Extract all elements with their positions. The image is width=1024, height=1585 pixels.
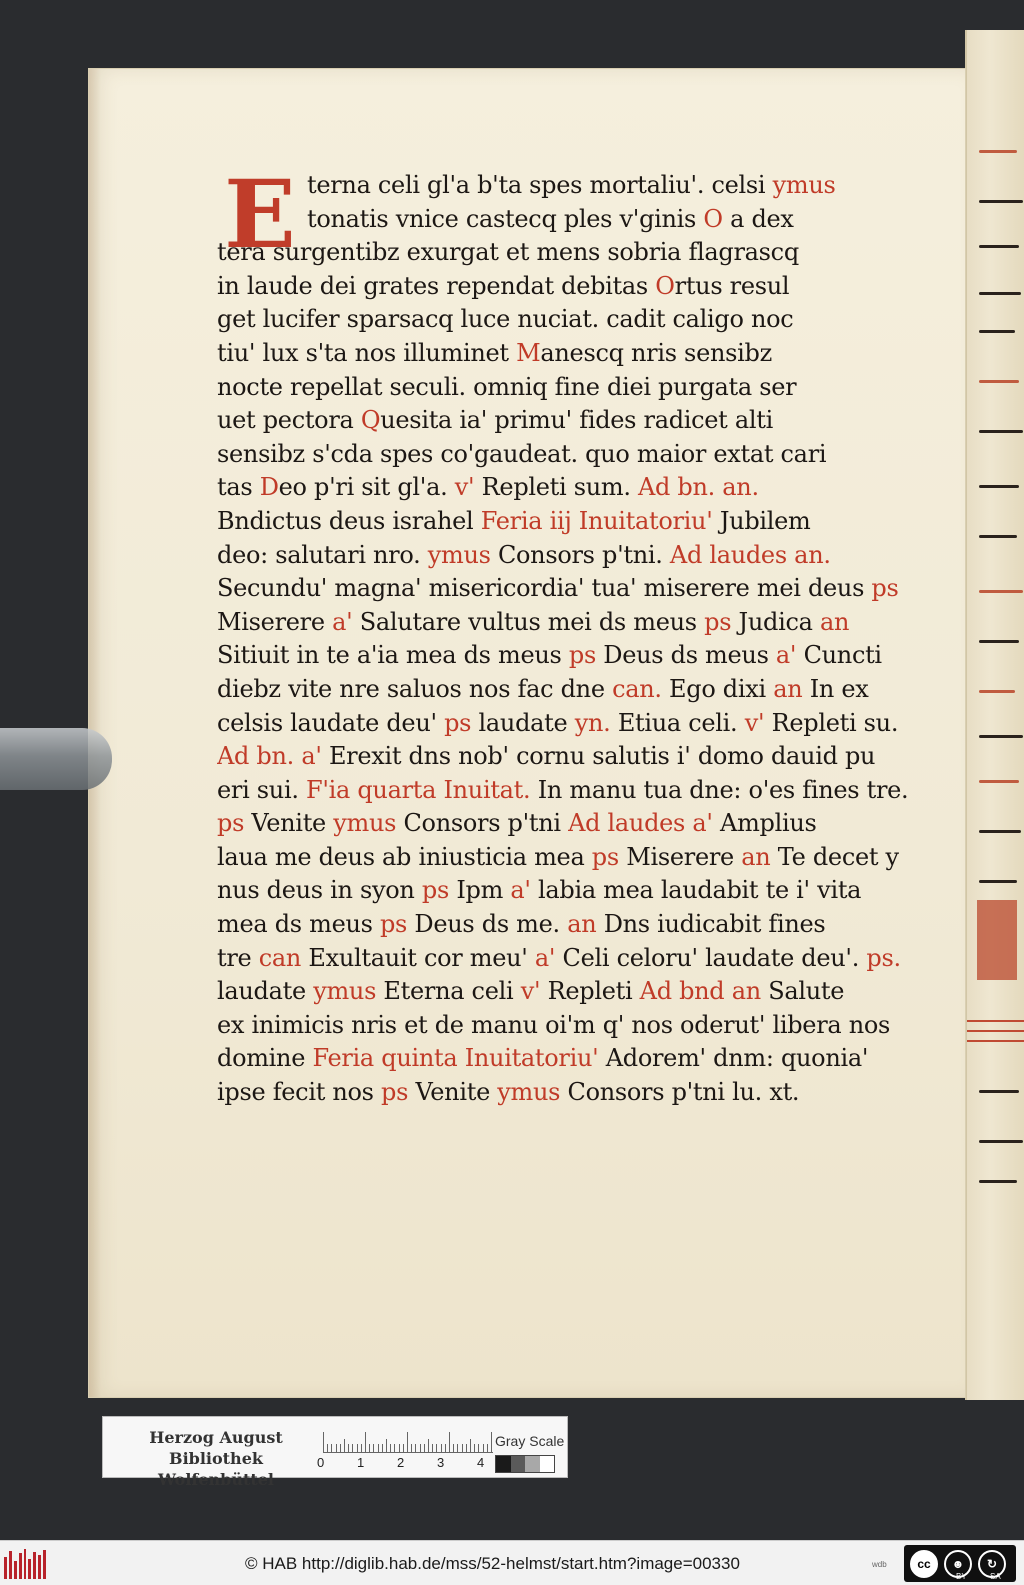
rubric-text: can <box>258 943 302 972</box>
ink-text: Erexit dns nob' cornu salutis i' domo dauid pu <box>321 742 876 771</box>
ruler-numbers <box>317 1455 497 1473</box>
ink-text: Judica <box>731 607 820 636</box>
ruler-tick <box>382 1444 383 1452</box>
ruler-tick <box>478 1444 479 1452</box>
manuscript-line <box>217 371 917 405</box>
ruler-tick <box>327 1444 328 1452</box>
ruler-tick <box>424 1444 425 1452</box>
ink-text: tas <box>217 473 260 502</box>
rubric-text: ps <box>704 607 732 636</box>
ruler-tick <box>373 1444 374 1452</box>
rubric-text: ymus <box>427 540 491 569</box>
manuscript-line <box>217 572 917 606</box>
hab-logo-icon <box>4 1549 46 1579</box>
ink-text: Etiua celi. <box>610 708 745 737</box>
rubric-text: an <box>773 674 803 703</box>
copyright-url[interactable]: © HAB http://diglib.hab.de/mss/52-helmst/start.htm?image=00330 <box>245 1554 740 1573</box>
rubric-text: an <box>567 910 597 939</box>
footer-bar <box>0 1540 1024 1585</box>
rubric-text: D <box>259 473 279 502</box>
rubric-text: Q <box>360 406 381 435</box>
rubric-text: yn. <box>574 708 611 737</box>
ruler-tick <box>445 1444 446 1452</box>
ruler-number: 3 <box>437 1455 445 1470</box>
ruler-tick <box>474 1444 475 1452</box>
ink-text: ex inimicis nris et de manu oi'm q' nos oderut' libera nos <box>217 1010 891 1039</box>
ruler-tick <box>470 1439 471 1452</box>
rubric-text: v' <box>520 977 541 1006</box>
rubric-text: ps. <box>866 943 901 972</box>
ruler-tick <box>390 1444 391 1452</box>
ink-text: Deus ds meus <box>595 641 776 670</box>
ruler-tick <box>348 1444 349 1452</box>
ink-text: Te decet y <box>770 842 899 871</box>
ruler-tick <box>344 1439 345 1452</box>
gray-scale-swatches <box>495 1455 555 1473</box>
rubric-text: v' <box>454 473 475 502</box>
ruler-tick <box>361 1444 362 1452</box>
manuscript-line <box>217 236 917 270</box>
ruler-tick <box>386 1439 387 1452</box>
rubric-text: Ad laudes an. <box>669 540 831 569</box>
ruler-tick <box>441 1444 442 1452</box>
rubric-text: v' <box>744 708 765 737</box>
ruler-tick <box>428 1439 429 1452</box>
ink-text: Adorem' dnm: quonia' <box>598 1044 869 1073</box>
manuscript-line <box>217 1042 917 1076</box>
ink-text: a dex <box>722 204 794 233</box>
library-name-line2: Wolfenbüttel <box>158 1470 274 1489</box>
ruler-tick <box>365 1432 366 1452</box>
manuscript-line <box>217 606 917 640</box>
ruler-tick <box>369 1444 370 1452</box>
manuscript-line <box>217 1076 917 1110</box>
ink-text: laudate <box>471 708 575 737</box>
ink-text: diebz vite nre saluos nos fac dne <box>217 674 613 703</box>
ruler-number: 2 <box>397 1455 405 1470</box>
ink-text: Venite <box>244 809 334 838</box>
ink-text: Cuncti <box>796 641 882 670</box>
ink-text: Jubilem <box>712 506 811 535</box>
ruler-tick <box>378 1444 379 1452</box>
ink-text: laudate <box>217 977 314 1006</box>
ink-text: tonatis vnice castecq ples v'ginis <box>307 204 704 233</box>
rubric-text: a' <box>775 641 797 670</box>
ruler-tick <box>491 1432 492 1452</box>
ruler-number: 4 <box>477 1455 485 1470</box>
rubric-text: a' <box>301 742 322 771</box>
manuscript-line <box>217 975 917 1009</box>
ink-text: Celi celoru' laudate deu'. <box>555 943 867 972</box>
rubric-text: Ad bn. an. <box>638 473 759 502</box>
ruler-tick <box>453 1444 454 1452</box>
ink-text: ipse fecit nos <box>217 1078 382 1107</box>
ruler-tick <box>462 1444 463 1452</box>
ink-text: Sitiuit in te a'ia mea ds meus <box>217 641 569 670</box>
rubric-text: ps <box>871 574 899 603</box>
manuscript-page <box>88 68 966 1398</box>
manuscript-line <box>217 707 917 741</box>
gray-swatch <box>511 1456 526 1472</box>
ink-text: Ipm <box>449 876 511 905</box>
ink-text: Deus ds me. <box>407 910 568 939</box>
ink-text: Repleti <box>540 977 640 1006</box>
rubric-text: ymus <box>333 809 397 838</box>
cc-license-badge[interactable] <box>904 1545 1016 1582</box>
rubric-text: ymus <box>497 1078 561 1107</box>
ink-text: uet pectora <box>217 406 361 435</box>
rubric-text: ps <box>568 641 596 670</box>
manuscript-line <box>217 807 917 841</box>
ink-text: deo: salutari nro. <box>217 540 428 569</box>
facing-initial <box>977 900 1017 980</box>
ink-text: sensibz s'cda spes co'gaudeat. quo maior extat cari <box>217 439 827 468</box>
manuscript-line <box>217 908 917 942</box>
ink-text: Repleti sum. <box>474 473 638 502</box>
ink-text: nocte repellat seculi. omniq fine diei purgata ser <box>217 372 797 401</box>
ink-text: terna celi gl'a b'ta spes mortaliu'. celsi <box>307 171 773 199</box>
ink-text: Consors p'tni <box>396 809 569 838</box>
manuscript-line <box>217 471 917 505</box>
ruler-tick <box>357 1444 358 1452</box>
ruler-tick <box>394 1444 395 1452</box>
ink-text: Exultauit cor meu' <box>301 943 535 972</box>
manuscript-line <box>217 774 917 808</box>
rubric-text: Feria quinta Inuitatoriu' <box>312 1044 599 1073</box>
cc-icon: cc <box>910 1550 938 1578</box>
ink-text: domine <box>217 1044 313 1073</box>
manuscript-line <box>217 942 917 976</box>
rubric-text: Ad bnd an <box>639 977 761 1006</box>
ink-text: Repleti su. <box>764 708 899 737</box>
facing-music-staff <box>967 1020 1024 1056</box>
ink-text: Consors p'tni lu. <box>560 1078 770 1107</box>
manuscript-line <box>217 841 917 875</box>
ink-text: in laude dei grates rependat debitas <box>217 271 656 300</box>
ruler-tick <box>436 1444 437 1452</box>
rubric-text: an <box>819 607 850 636</box>
ink-text: Eterna celi <box>376 977 521 1006</box>
facing-page <box>965 30 1024 1400</box>
ink-text: Salutare vultus mei ds meus <box>352 607 705 636</box>
manuscript-line <box>217 270 917 304</box>
cc-by-label: BY <box>956 1572 967 1581</box>
manuscript-line <box>217 673 917 707</box>
rubric-text: ymus <box>772 171 836 199</box>
ink-text: tre <box>217 943 259 972</box>
rubric-text: ps <box>444 708 472 737</box>
ink-text: xt. <box>769 1078 800 1107</box>
ink-text: Bndictus deus israhel <box>217 506 481 535</box>
ink-text: Salute <box>760 977 845 1006</box>
ruler-tick <box>323 1432 324 1452</box>
manuscript-line <box>217 1009 917 1043</box>
ink-text: celsis laudate deu' <box>217 708 445 737</box>
ink-text: Amplius <box>712 809 817 838</box>
library-name <box>111 1427 321 1490</box>
ink-text: rtus resul <box>674 271 790 300</box>
rubric-text: ps <box>591 842 619 871</box>
by-icon: ☻ <box>944 1550 972 1578</box>
ruler-tick <box>399 1444 400 1452</box>
manuscript-line <box>217 303 917 337</box>
ink-text: get lucifer sparsacq luce nuciat. cadit caligo noc <box>217 305 794 334</box>
manuscript-line <box>217 639 917 673</box>
ink-text: laua me deus ab iniusticia mea <box>217 842 592 871</box>
sa-icon: ↻ <box>978 1550 1006 1578</box>
ink-text: eo p'ri sit gl'a. <box>278 473 455 502</box>
rubric-text: ps <box>379 910 408 939</box>
ink-text: anescq nris sensibz <box>540 338 772 367</box>
ruler-tick <box>411 1444 412 1452</box>
measure-ruler <box>323 1431 493 1453</box>
ruler-tick <box>420 1444 421 1452</box>
manuscript-line <box>217 874 917 908</box>
manuscript-line <box>217 505 917 539</box>
manuscript-line <box>217 169 917 203</box>
rubric-text: an <box>741 842 771 871</box>
gray-scale-title: Gray Scale <box>495 1433 565 1449</box>
rubric-text: O <box>703 204 723 233</box>
ink-text: Miserere <box>217 607 333 636</box>
ruler-number: 0 <box>317 1455 325 1470</box>
manuscript-line <box>217 539 917 573</box>
manuscript-line <box>217 404 917 438</box>
ink-text: mea ds meus <box>217 910 380 939</box>
ink-text: Miserere <box>618 842 742 871</box>
ruler-tick <box>352 1444 353 1452</box>
ruler-tick <box>457 1444 458 1452</box>
wdb-mark: wdb <box>872 1560 887 1569</box>
library-label <box>102 1416 568 1489</box>
ink-text: labia mea laudabit te i' vita <box>530 876 862 905</box>
manuscript-line <box>217 438 917 472</box>
ruler-tick <box>340 1444 341 1452</box>
manuscript-line <box>217 740 917 774</box>
rubric-text: a' <box>332 607 353 636</box>
ink-text: Venite <box>408 1078 498 1107</box>
ink-text: Secundu' magna' misericordia' tua' miserere mei deus <box>217 574 872 603</box>
ruler-tick <box>415 1444 416 1452</box>
ink-text: Dns iudicabit fines <box>596 910 826 939</box>
rubric-text: F'ia quarta Inuitat. <box>306 775 531 804</box>
cc-sa-label: SA <box>990 1572 1001 1581</box>
ink-text: In ex <box>802 674 869 703</box>
rubric-text: Feria iij Inuitatoriu' <box>480 506 713 535</box>
decorated-initial: E <box>224 160 296 270</box>
rubric-text: M <box>516 338 541 367</box>
ruler-tick <box>407 1432 408 1452</box>
ruler-tick <box>483 1444 484 1452</box>
ink-text: eri sui. <box>217 775 306 804</box>
ink-text: tera surgentibz exurgat et mens sobria flagrascq <box>217 238 799 267</box>
ink-text: tiu' lux s'ta nos illuminet <box>217 338 517 367</box>
manuscript-line <box>217 203 917 237</box>
ink-text: Ego dixi <box>661 674 774 703</box>
page-clip <box>0 728 112 790</box>
ink-text: nus deus in syon <box>217 876 422 905</box>
rubric-text: Ad laudes a' <box>568 809 713 838</box>
ruler-tick <box>331 1444 332 1452</box>
ink-text: Consors p'tni. <box>490 540 670 569</box>
manuscript-text <box>217 160 917 1110</box>
gray-swatch <box>525 1456 540 1472</box>
rubric-text: ps <box>217 809 245 838</box>
ruler-number: 1 <box>357 1455 365 1470</box>
rubric-text: a' <box>510 876 531 905</box>
ruler-tick <box>432 1444 433 1452</box>
ink-text: In manu tua dne: o'es fines tre. <box>530 775 909 804</box>
rubric-text: ps <box>381 1078 409 1107</box>
ink-text: uesita ia' primu' fides radicet alti <box>380 406 773 435</box>
library-name-line1: Herzog August Bibliothek <box>149 1428 283 1468</box>
rubric-text: ps <box>421 876 449 905</box>
manuscript-line <box>217 337 917 371</box>
rubric-text: a' <box>534 943 556 972</box>
ruler-tick <box>336 1444 337 1452</box>
gray-swatch <box>496 1456 511 1472</box>
gray-swatch <box>540 1456 555 1472</box>
ruler-tick <box>449 1432 450 1452</box>
rubric-text: Ad bn. <box>217 742 302 771</box>
rubric-text: can. <box>612 674 662 703</box>
rubric-text: ymus <box>313 977 377 1006</box>
ruler-tick <box>403 1444 404 1452</box>
ruler-tick <box>487 1444 488 1452</box>
ruler-tick <box>466 1444 467 1452</box>
rubric-text: O <box>655 271 675 300</box>
